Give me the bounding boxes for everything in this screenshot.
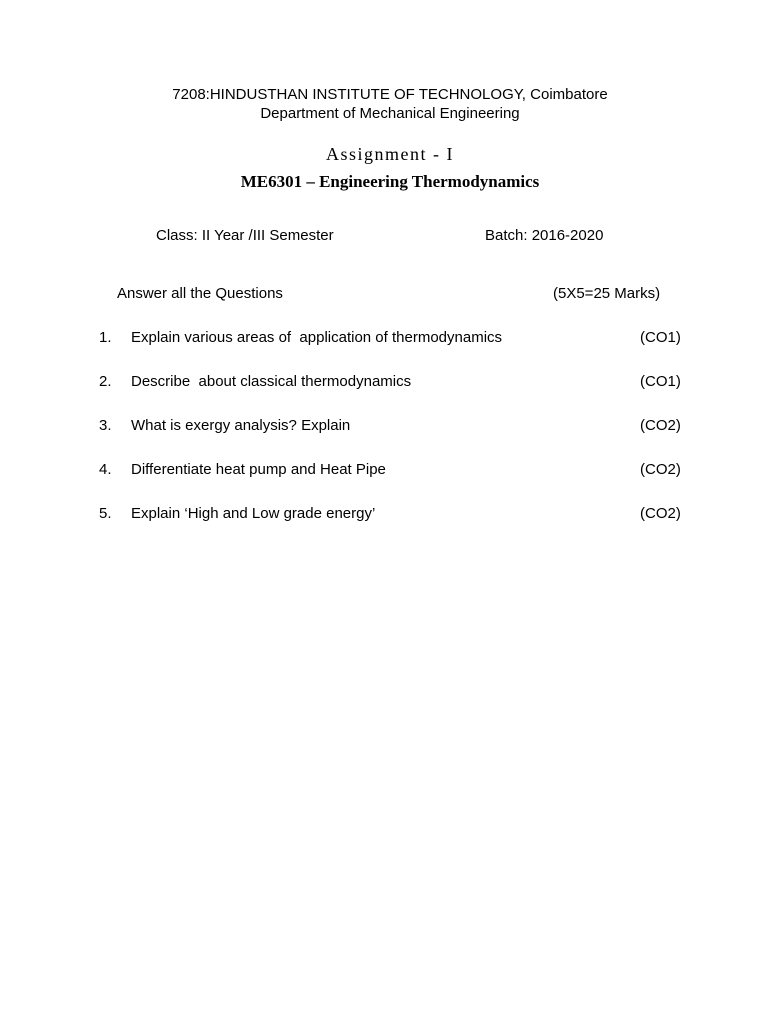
marks-allocation: (5X5=25 Marks): [553, 285, 661, 302]
question-text: Explain various areas of application of thermodynamics: [131, 329, 503, 346]
course-outcome: (CO2): [640, 417, 681, 434]
class-info: Class: II Year /III Semester: [156, 227, 334, 244]
question-text: Explain ‘High and Low grade energy’: [131, 505, 376, 522]
question-text: Differentiate heat pump and Heat Pipe: [131, 461, 386, 478]
instructions-text: Answer all the Questions: [117, 285, 283, 302]
question-number: 4.: [99, 461, 112, 478]
question-number: 3.: [99, 417, 112, 434]
assignment-title: Assignment - I: [326, 144, 454, 164]
question-number: 2.: [99, 373, 112, 390]
course-outcome: (CO2): [640, 505, 681, 522]
course-title: ME6301 – Engineering Thermodynamics: [240, 172, 540, 191]
question-text: What is exergy analysis? Explain: [131, 417, 351, 434]
course-outcome: (CO1): [640, 373, 681, 390]
institute-name: 7208:HINDUSTHAN INSTITUTE OF TECHNOLOGY, Coimbatore: [172, 86, 608, 103]
course-outcome: (CO2): [640, 461, 681, 478]
question-number: 5.: [99, 505, 112, 522]
batch-info: Batch: 2016-2020: [485, 227, 604, 244]
question-text: Describe about classical thermodynamics: [131, 373, 412, 390]
question-number: 1.: [99, 329, 112, 346]
course-outcome: (CO1): [640, 329, 681, 346]
department-name: Department of Mechanical Engineering: [260, 105, 520, 122]
